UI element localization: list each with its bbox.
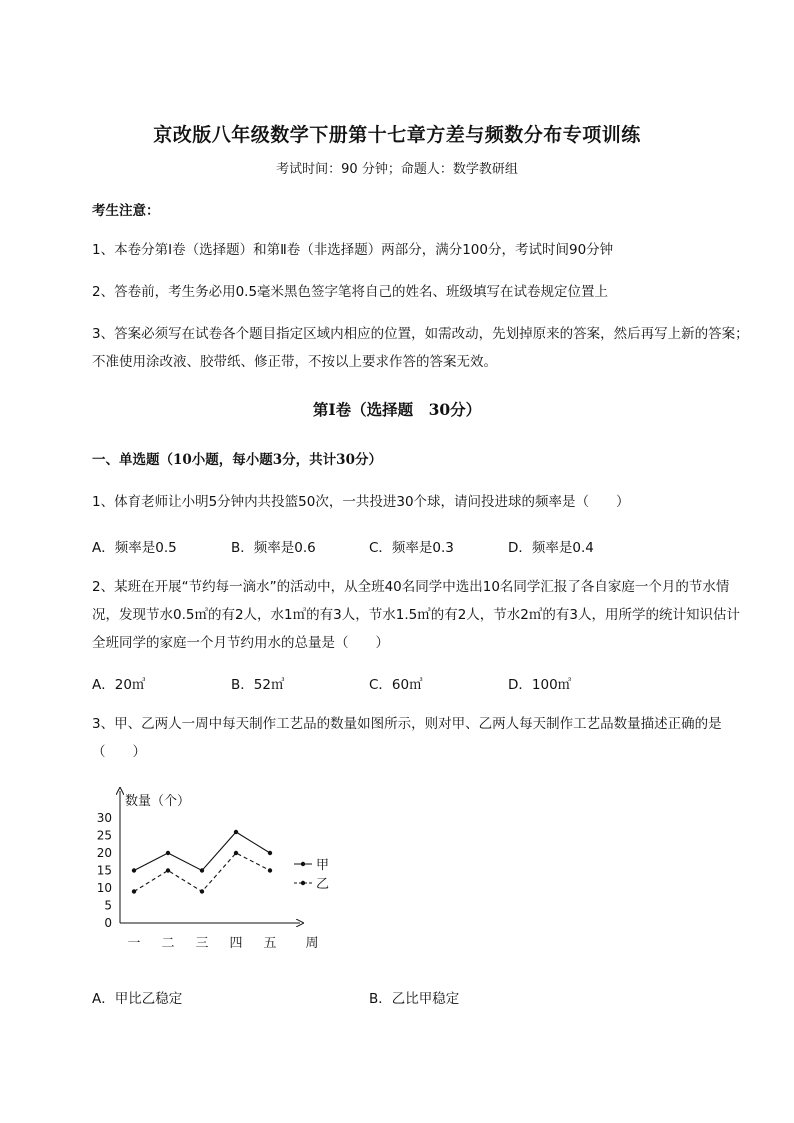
- notice-heading: 考生注意：: [92, 203, 160, 219]
- data-point: [234, 851, 238, 855]
- data-point: [200, 868, 204, 872]
- q1-option-d: D．频率是0.4: [508, 540, 594, 556]
- section-title: 第Ⅰ卷（选择题 30分）: [312, 400, 482, 419]
- y-tick-label: 0: [104, 916, 112, 930]
- y-tick-label: 20: [96, 846, 112, 860]
- x-axis-label: 周: [305, 936, 319, 951]
- y-axis-label: 数量（个）: [125, 794, 191, 809]
- y-tick-label: 25: [96, 828, 112, 843]
- x-tick-label: 二: [161, 936, 175, 951]
- data-point: [234, 830, 238, 834]
- data-point: [166, 851, 170, 855]
- q2-option-a: A．20㎥: [92, 677, 146, 693]
- series-line-1: [134, 832, 270, 871]
- q1-option-a: A．频率是0.5: [92, 540, 177, 556]
- legend-label: 甲: [316, 858, 330, 873]
- line-chart: [90, 785, 350, 960]
- part-heading: 一、单选题（10小题，每小题3分，共计30分）: [92, 452, 382, 468]
- data-point: [268, 868, 272, 872]
- data-point: [268, 851, 272, 855]
- x-tick-label: 四: [229, 936, 243, 951]
- q2-option-b: B．52㎥: [231, 677, 285, 693]
- q1-option-b: B．频率是0.6: [231, 540, 316, 556]
- q3-option-b: B．乙比甲稳定: [369, 991, 460, 1007]
- x-tick-label: 三: [195, 936, 209, 951]
- page-title: 京改版八年级数学下册第十七章方差与频数分布专项训练: [153, 124, 641, 146]
- notice-item-2: 2、答卷前，考生务必用0.5毫米黑色签字笔将自己的姓名、班级填写在试卷规定位置上: [92, 284, 609, 300]
- legend-label: 乙: [316, 877, 330, 892]
- question-3: 3、甲、乙两人一周中每天制作工艺品的数量如图所示，则对甲、乙两人每天制作工艺品数量描述正确的是（ ）: [92, 716, 722, 760]
- x-tick-label: 五: [263, 936, 277, 951]
- x-tick-label: 一: [127, 936, 141, 951]
- y-tick-label: 30: [96, 811, 112, 825]
- q2-option-d: D．100㎥: [508, 677, 572, 693]
- q3-option-a: A．甲比乙稳定: [92, 991, 183, 1007]
- data-point: [132, 868, 136, 872]
- question-1: 1、体育老师让小明5分钟内共投篮50次，一共投进30个球，请问投进球的频率是（ ）: [92, 494, 630, 510]
- data-point: [200, 889, 204, 893]
- q1-option-c: C．频率是0.3: [369, 540, 454, 556]
- y-tick-label: 15: [96, 863, 112, 878]
- legend-marker: [301, 862, 305, 866]
- legend-marker: [301, 881, 305, 885]
- notice-item-1: 1、本卷分第Ⅰ卷（选择题）和第Ⅱ卷（非选择题）两部分，满分100分，考试时间90分钟: [92, 242, 614, 258]
- exam-info: 考试时间：90 分钟；命题人：数学教研组: [276, 162, 518, 177]
- q2-option-c: C．60㎥: [369, 677, 423, 693]
- y-tick-label: 5: [104, 898, 112, 913]
- data-point: [132, 889, 136, 893]
- question-2: 2、某班在开展“节约每一滴水”的活动中，从全班40名同学中选出10名同学汇报了各自家庭一个月的节水情况，发现节水0.5㎥的有2人，水1㎥的有3人，节水1.5㎥的有2人，节水2㎥的有3人，用所学的统计知识估计全班同学的家庭一个月节约用水的总量是（ ）: [92, 579, 740, 651]
- y-tick-label: 10: [96, 881, 112, 895]
- notice-item-3: 3、答案必须写在试卷各个题目指定区域内相应的位置，如需改动，先划掉原来的答案，然后再写上新的答案；不准使用涂改液、胶带纸、修正带，不按以上要求作答的答案无效。: [92, 326, 749, 370]
- data-point: [166, 868, 170, 872]
